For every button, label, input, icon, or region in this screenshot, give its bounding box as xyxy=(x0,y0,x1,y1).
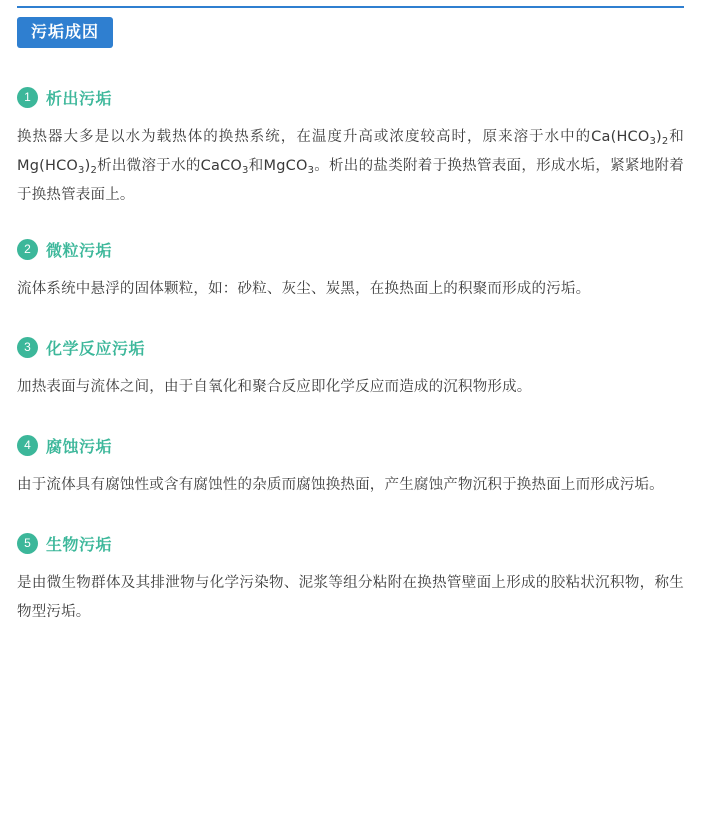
formula-4-main: MgCO xyxy=(263,158,308,174)
formula-magnesium-carbonate xyxy=(264,158,315,174)
formula-calcium-bicarbonate xyxy=(591,129,668,145)
section-4-heading xyxy=(17,434,684,457)
section-3-body: 加热表面与流体之间，由于自氧化和聚合反应即化学反应而造成的沉积物形成。 xyxy=(17,379,532,395)
formula-magnesium-bicarbonate xyxy=(17,158,97,174)
spacer-2 xyxy=(17,310,684,336)
section-5-number: 5 xyxy=(17,533,38,554)
formula-1-sub2: 2 xyxy=(661,135,669,147)
formula-4-sub: 3 xyxy=(307,164,315,176)
spacer-4 xyxy=(17,506,684,532)
section-4-title: 腐蚀污垢 xyxy=(46,437,113,456)
section-2-heading xyxy=(17,238,684,261)
section-5-body: 是由微生物群体及其排泄物与化学污染物、泥浆等组分粘附在换热管壁面上形成的胶粘状沉积物，称生物型污垢。 xyxy=(17,575,684,620)
section-5-heading xyxy=(17,532,684,555)
section-1-body xyxy=(17,123,684,210)
section-1-heading xyxy=(17,86,684,109)
formula-2-paren: ) xyxy=(84,158,91,174)
spacer-1 xyxy=(17,216,684,238)
formula-2-sub: 3 xyxy=(78,164,85,176)
formula-calcium-carbonate xyxy=(201,158,249,174)
section-4-body: 由于流体具有腐蚀性或含有腐蚀性的杂质而腐蚀换热面，产生腐蚀产物沉积于换热面上而形成污垢。 xyxy=(17,477,664,493)
section-1-text-post: 。析出的盐类附着于换热管表面，形成水垢，紧紧地附着于换热管表面上。 xyxy=(17,158,685,203)
document-content xyxy=(17,78,684,633)
section-5 xyxy=(17,532,684,627)
section-3-title: 化学反应污垢 xyxy=(46,339,146,358)
formula-join-2: 和 xyxy=(248,158,264,174)
spacer-3 xyxy=(17,408,684,434)
section-2 xyxy=(17,238,684,304)
section-4 xyxy=(17,434,684,500)
page-title: 污垢成因 xyxy=(17,17,113,48)
formula-2-sub2: 2 xyxy=(90,164,97,176)
formula-1-main: Ca(HCO xyxy=(591,129,650,145)
formula-3-sub: 3 xyxy=(242,164,249,176)
section-3 xyxy=(17,336,684,402)
section-5-title: 生物污垢 xyxy=(46,535,113,554)
section-2-body: 流体系统中悬浮的固体颗粒，如：砂粒、灰尘、炭黑，在换热面上的积聚而形成的污垢。 xyxy=(17,281,591,297)
section-1 xyxy=(17,86,684,210)
section-3-number: 3 xyxy=(17,337,38,358)
section-3-heading xyxy=(17,336,684,359)
section-1-title: 析出污垢 xyxy=(46,89,113,108)
formula-3-main: CaCO xyxy=(200,158,243,174)
section-2-number: 2 xyxy=(17,239,38,260)
section-1-text-mid: 析出微溶于水的 xyxy=(97,158,201,174)
section-1-number: 1 xyxy=(17,87,38,108)
section-4-number: 4 xyxy=(17,435,38,456)
section-1-text-pre: 换热器大多是以水为载热体的换热系统，在温度升高或浓度较高时，原来溶于水中的 xyxy=(17,129,592,145)
formula-join-1: 和 xyxy=(668,129,684,145)
formula-2-main: Mg(HCO xyxy=(17,158,79,174)
section-2-title: 微粒污垢 xyxy=(46,241,113,260)
top-divider xyxy=(17,6,684,8)
formula-1-paren: ) xyxy=(656,129,662,145)
formula-1-sub: 3 xyxy=(649,135,657,147)
